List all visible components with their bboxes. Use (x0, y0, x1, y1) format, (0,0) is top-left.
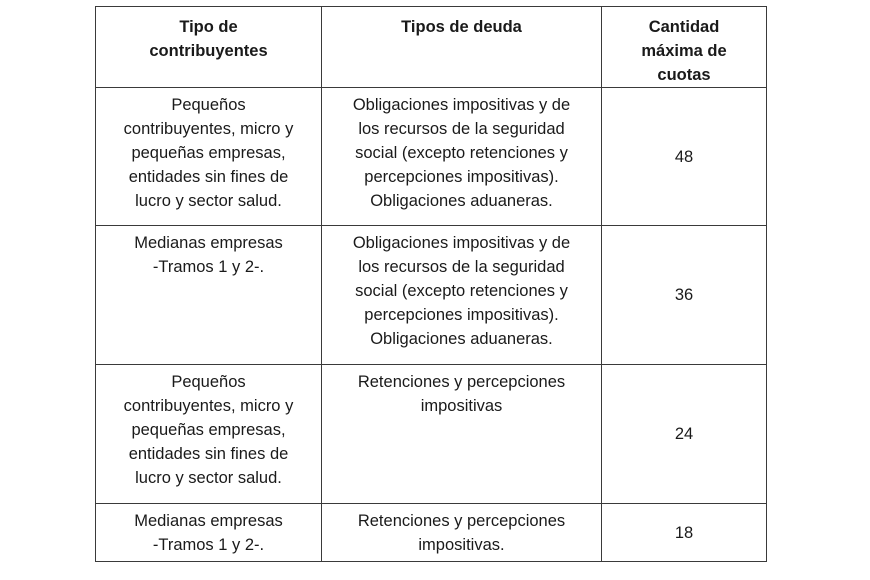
table-row (96, 226, 767, 365)
table-row (96, 504, 767, 562)
installments-table (95, 6, 767, 562)
cell-cuotas: 48 (602, 88, 767, 226)
cell-deuda: Obligaciones impositivas y de los recursos de la seguridad social (excepto retenciones y percepciones impositivas). Obligaciones aduaneras. (322, 226, 602, 365)
cell-contribuyentes: Medianas empresas -Tramos 1 y 2-. (96, 504, 322, 562)
header-tipo-contribuyentes: Tipo de contribuyentes (96, 7, 322, 88)
header-tipos-deuda: Tipos de deuda (322, 7, 602, 88)
table-row (96, 88, 767, 226)
cell-cuotas: 36 (602, 226, 767, 365)
table-header-row (96, 7, 767, 88)
cell-cuotas: 24 (602, 365, 767, 504)
cell-cuotas: 18 (602, 504, 767, 562)
header-cantidad-cuotas: Cantidad máxima de cuotas (602, 7, 767, 88)
cell-contribuyentes: Medianas empresas -Tramos 1 y 2-. (96, 226, 322, 365)
cell-deuda: Retenciones y percepciones impositivas. (322, 504, 602, 562)
table-row (96, 365, 767, 504)
cell-deuda: Obligaciones impositivas y de los recursos de la seguridad social (excepto retenciones y percepciones impositivas). Obligaciones aduaneras. (322, 88, 602, 226)
cell-contribuyentes: Pequeños contribuyentes, micro y pequeñas empresas, entidades sin fines de lucro y sector salud. (96, 88, 322, 226)
cell-deuda: Retenciones y percepciones impositivas (322, 365, 602, 504)
cell-contribuyentes: Pequeños contribuyentes, micro y pequeñas empresas, entidades sin fines de lucro y sector salud. (96, 365, 322, 504)
